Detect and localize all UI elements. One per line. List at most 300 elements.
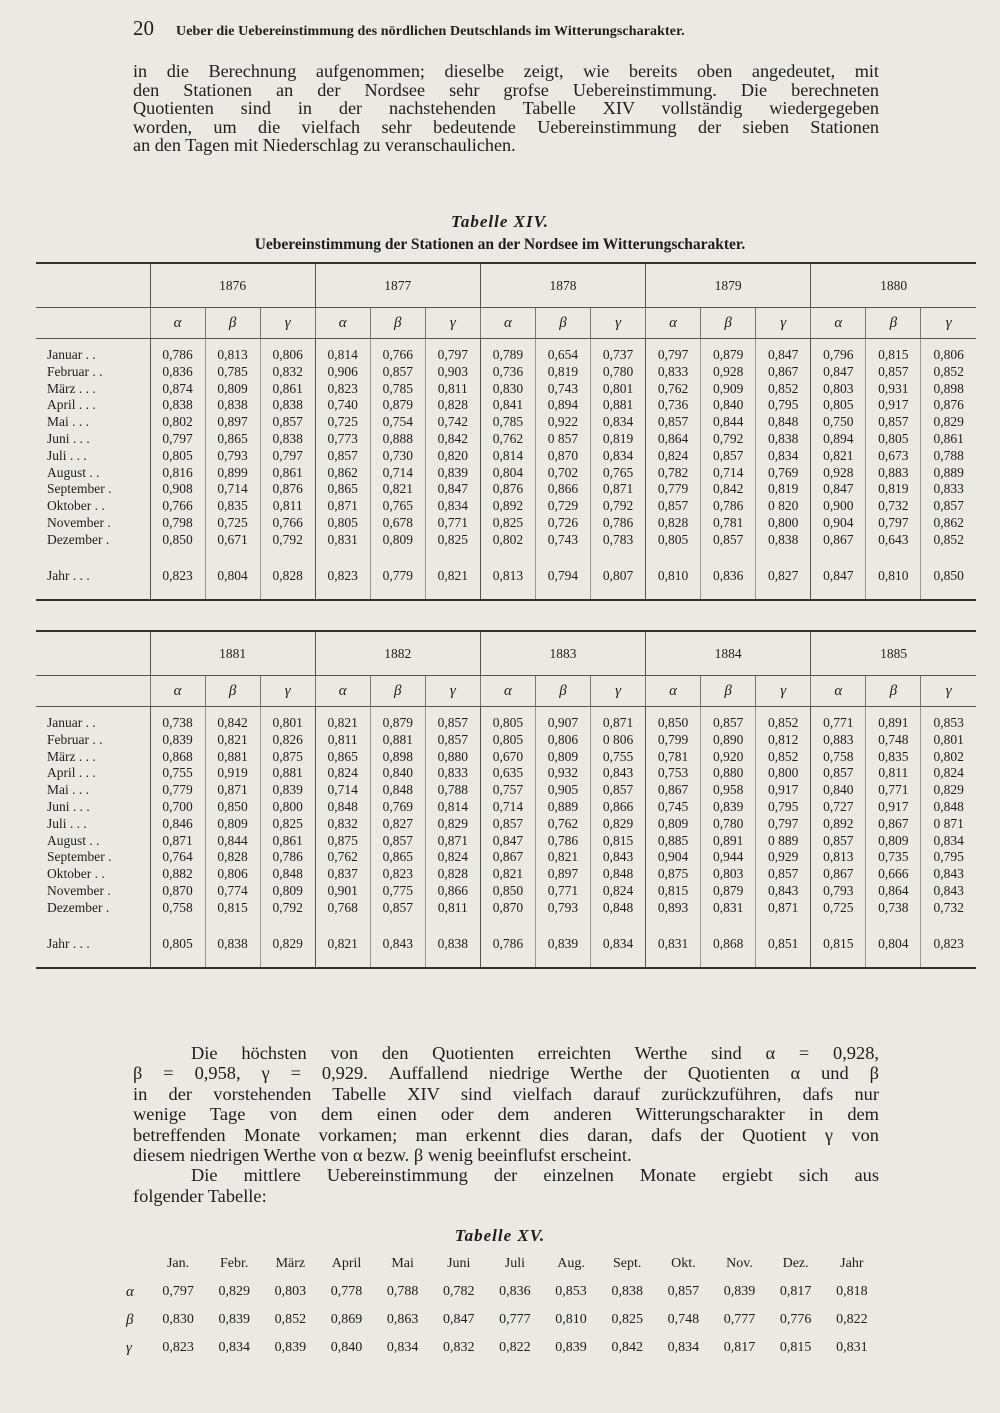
value-cell: 0,829	[260, 933, 315, 957]
value-cell: 0,852	[756, 749, 811, 766]
value-cell: 0,843	[591, 849, 646, 866]
value-cell: 0,809	[646, 816, 701, 833]
value-cell: 0,867	[646, 782, 701, 799]
value-cell: 0,866	[535, 481, 590, 498]
value-cell: 0,779	[370, 565, 425, 589]
value-cell: 0,643	[866, 532, 921, 549]
greek-header: α	[646, 308, 701, 339]
value-cell: 0,758	[150, 900, 205, 917]
spacer-cell	[535, 707, 590, 716]
month-label: Oktober . .	[47, 498, 105, 514]
value-cell: 0,844	[205, 833, 260, 850]
value-cell: 0,848	[591, 900, 646, 917]
greek-header: β	[370, 676, 425, 707]
value-cell: 0,823	[162, 1340, 194, 1355]
spacer-cell	[701, 707, 756, 716]
value-cell: 0,888	[370, 431, 425, 448]
second-paragraph	[133, 1043, 879, 1206]
value-cell: 0,853	[555, 1284, 587, 1299]
spacer-cell	[756, 707, 811, 716]
month-label: Juni . . .	[47, 430, 90, 446]
value-cell: 0 820	[756, 498, 811, 515]
value-cell: 0,815	[646, 883, 701, 900]
value-cell: 0,757	[480, 782, 535, 799]
value-cell: 0,725	[315, 414, 370, 431]
spacer-cell	[205, 589, 260, 600]
spacer-cell	[260, 957, 315, 968]
value-cell: 0,781	[646, 749, 701, 766]
greek-header: β	[866, 676, 921, 707]
month-label: Juli . . .	[47, 815, 87, 831]
table-row	[36, 849, 976, 866]
value-cell: 0,906	[315, 364, 370, 381]
year-header: 1881	[150, 631, 315, 676]
value-cell: 0,857	[370, 900, 425, 917]
spacer-cell	[866, 707, 921, 716]
value-cell: 0,836	[499, 1284, 531, 1299]
value-cell: 0,881	[260, 765, 315, 782]
value-cell: 0,875	[315, 833, 370, 850]
value-cell: 0,880	[701, 765, 756, 782]
value-cell: 0,917	[866, 799, 921, 816]
value-cell: 0,834	[921, 833, 976, 850]
value-cell: 0,840	[811, 782, 866, 799]
value-cell: 0,738	[150, 715, 205, 732]
value-cell: 0,800	[260, 799, 315, 816]
value-cell: 0,857	[260, 414, 315, 431]
spacer-cell	[370, 957, 425, 968]
value-cell: 0,905	[535, 782, 590, 799]
value-cell: 0,777	[723, 1312, 756, 1327]
value-cell: 0,818	[836, 1284, 868, 1299]
value-cell: 0,823	[921, 933, 976, 957]
value-cell: 0,736	[480, 364, 535, 381]
value-cell: 0,781	[701, 515, 756, 532]
year-total-label: Jahr . . .	[47, 568, 90, 584]
value-cell: 0,834	[218, 1340, 250, 1355]
para2-line: wenige Tage von dem einen oder dem anderen Witterungscharakter in dem	[133, 1104, 879, 1125]
month-label: Dezember .	[47, 531, 110, 547]
value-cell: 0,847	[811, 364, 866, 381]
value-cell: 0,904	[811, 515, 866, 532]
value-cell: 0,806	[260, 347, 315, 364]
value-cell: 0,817	[779, 1284, 812, 1299]
value-cell: 0,866	[425, 883, 480, 900]
value-cell: 0,762	[646, 381, 701, 398]
column-header: Jahr	[840, 1256, 864, 1271]
spacer-row	[36, 917, 976, 933]
spacer-cell	[315, 339, 370, 348]
value-cell: 0,920	[701, 749, 756, 766]
spacer-cell	[701, 339, 756, 348]
para2-line: in der vorstehenden Tabelle XIV sind vielfach darauf zurückzuführen, dafs nur	[133, 1083, 879, 1104]
spacer-cell	[315, 957, 370, 968]
year-header-row	[36, 263, 976, 308]
value-cell: 0,804	[205, 565, 260, 589]
spacer-cell	[150, 549, 205, 565]
spacer-cell	[315, 549, 370, 565]
value-cell: 0,819	[866, 481, 921, 498]
spacer-cell	[480, 957, 535, 968]
spacer-cell	[811, 339, 866, 348]
value-cell: 0,909	[701, 381, 756, 398]
value-cell: 0,819	[535, 364, 590, 381]
table-row	[36, 883, 976, 900]
spacer-cell	[535, 957, 590, 968]
value-cell: 0,771	[425, 515, 480, 532]
table-row	[36, 866, 976, 883]
spacer-cell	[425, 707, 480, 716]
value-cell: 0,780	[701, 816, 756, 833]
value-cell: 0,838	[260, 431, 315, 448]
value-cell: 0,806	[205, 866, 260, 883]
value-cell: 0,780	[591, 364, 646, 381]
value-cell: 0,809	[205, 816, 260, 833]
table15-caption: Tabelle XV.	[454, 1226, 546, 1245]
value-cell: 0 871	[921, 816, 976, 833]
year-header: 1885	[811, 631, 976, 676]
year-total-row	[36, 565, 976, 589]
value-cell: 0,779	[150, 782, 205, 799]
value-cell: 0,932	[535, 765, 590, 782]
value-cell: 0,848	[315, 799, 370, 816]
value-cell: 0,792	[591, 498, 646, 515]
value-cell: 0,847	[480, 833, 535, 850]
value-cell: 0,702	[535, 465, 590, 482]
greek-header: β	[701, 308, 756, 339]
value-cell: 0,821	[480, 866, 535, 883]
value-cell: 0,844	[701, 414, 756, 431]
value-cell: 0,794	[535, 565, 590, 589]
value-cell: 0,758	[811, 749, 866, 766]
value-cell: 0,735	[866, 849, 921, 866]
spacer-cell	[425, 339, 480, 348]
value-cell: 0,840	[701, 397, 756, 414]
value-cell: 0,800	[756, 515, 811, 532]
value-cell: 0,785	[480, 414, 535, 431]
spacer-cell	[701, 957, 756, 968]
value-cell: 0,901	[315, 883, 370, 900]
value-cell: 0,876	[921, 397, 976, 414]
year-header: 1883	[480, 631, 645, 676]
spacer-cell	[646, 707, 701, 716]
month-label: September .	[47, 481, 112, 497]
column-header: Juli	[504, 1256, 526, 1271]
value-cell: 0,714	[205, 481, 260, 498]
value-cell: 0,819	[756, 481, 811, 498]
value-cell: 0,795	[921, 849, 976, 866]
greek-header: γ	[921, 676, 976, 707]
spacer-cell	[756, 339, 811, 348]
value-cell: 0,870	[535, 448, 590, 465]
value-cell: 0,831	[646, 933, 701, 957]
value-cell: 0,670	[480, 749, 535, 766]
spacer-row	[36, 707, 976, 716]
value-cell: 0,843	[756, 883, 811, 900]
value-cell: 0,815	[811, 933, 866, 957]
value-cell: 0 889	[756, 833, 811, 850]
value-cell: 0,881	[205, 749, 260, 766]
value-cell: 0,788	[425, 782, 480, 799]
spacer-cell	[701, 917, 756, 933]
value-cell: 0,786	[591, 515, 646, 532]
spacer-cell	[370, 589, 425, 600]
spacer-cell	[150, 917, 205, 933]
table-row	[36, 900, 976, 917]
greek-header: β	[205, 676, 260, 707]
value-cell: 0,714	[701, 465, 756, 482]
value-cell: 0,834	[386, 1340, 419, 1355]
value-cell: 0,871	[425, 833, 480, 850]
value-cell: 0,830	[480, 381, 535, 398]
year-header: 1879	[646, 263, 811, 308]
value-cell: 0,821	[205, 732, 260, 749]
value-cell: 0,871	[591, 715, 646, 732]
value-cell: 0,785	[370, 381, 425, 398]
value-cell: 0,814	[315, 347, 370, 364]
value-cell: 0,824	[425, 849, 480, 866]
value-cell: 0,789	[480, 347, 535, 364]
value-cell: 0,834	[425, 498, 480, 515]
value-cell: 0,861	[260, 833, 315, 850]
header-row	[120, 1250, 880, 1278]
spacer-cell	[260, 707, 315, 716]
value-cell: 0,736	[646, 397, 701, 414]
spacer-cell	[480, 917, 535, 933]
value-cell: 0,725	[811, 900, 866, 917]
value-cell: 0,836	[701, 565, 756, 589]
value-cell: 0,802	[150, 414, 205, 431]
month-label: November .	[47, 514, 111, 530]
value-cell: 0,929	[756, 849, 811, 866]
month-label: April . . .	[47, 765, 96, 781]
month-label: Oktober . .	[47, 866, 105, 882]
year-total-label: Jahr . . .	[47, 936, 90, 952]
value-cell: 0,813	[811, 849, 866, 866]
spacer-cell	[811, 707, 866, 716]
value-cell: 0,821	[315, 933, 370, 957]
value-cell: 0,765	[370, 498, 425, 515]
value-cell: 0,869	[330, 1312, 363, 1327]
column-header: Aug.	[557, 1256, 585, 1271]
value-cell: 0,846	[150, 816, 205, 833]
value-cell: 0,857	[480, 816, 535, 833]
value-cell: 0,861	[260, 381, 315, 398]
value-cell: 0,740	[315, 397, 370, 414]
row-label: β	[126, 1311, 134, 1328]
value-cell: 0,900	[811, 498, 866, 515]
table-row	[36, 465, 976, 482]
value-cell: 0,762	[480, 431, 535, 448]
intro-line: Quotienten sind in der nachstehenden Tabelle XIV vollständig wiedergegeben	[133, 98, 879, 119]
value-cell: 0,797	[425, 347, 480, 364]
intro-paragraph	[133, 62, 879, 155]
value-cell: 0,866	[591, 799, 646, 816]
value-cell: 0,768	[315, 900, 370, 917]
value-cell: 0,831	[315, 532, 370, 549]
value-cell: 0,725	[205, 515, 260, 532]
value-cell: 0,839	[218, 1312, 250, 1327]
value-cell: 0,850	[921, 565, 976, 589]
value-cell: 0,871	[150, 833, 205, 850]
value-cell: 0,857	[646, 414, 701, 431]
greek-header-row	[36, 308, 976, 339]
value-cell: 0,797	[866, 515, 921, 532]
value-cell: 0,833	[921, 481, 976, 498]
spacer-cell	[866, 589, 921, 600]
table14-block-1876-1880	[36, 262, 976, 601]
value-cell: 0,825	[480, 515, 535, 532]
value-cell: 0,857	[425, 715, 480, 732]
table-row	[36, 782, 976, 799]
spacer-cell	[370, 549, 425, 565]
spacer-cell	[260, 917, 315, 933]
value-cell: 0,832	[315, 816, 370, 833]
value-cell: 0,839	[723, 1284, 756, 1299]
stub-header	[36, 263, 150, 308]
value-cell: 0,857	[370, 833, 425, 850]
value-cell: 0,881	[370, 732, 425, 749]
para2-line: β = 0,958, γ = 0,929. Auffallend niedrige Werthe der Quotienten α und β	[133, 1063, 879, 1084]
value-cell: 0,809	[205, 381, 260, 398]
value-cell: 0,832	[260, 364, 315, 381]
value-cell: 0,828	[646, 515, 701, 532]
spacer-cell	[205, 339, 260, 348]
value-cell: 0,847	[425, 481, 480, 498]
spacer-cell	[756, 917, 811, 933]
value-cell: 0,809	[866, 833, 921, 850]
spacer-cell	[866, 917, 921, 933]
greek-header: α	[811, 676, 866, 707]
year-header-row	[36, 631, 976, 676]
value-cell: 0,833	[425, 765, 480, 782]
spacer-cell	[921, 589, 976, 600]
value-cell: 0,766	[150, 498, 205, 515]
value-cell: 0,831	[836, 1340, 868, 1355]
para2-line: diesem niedrigen Werthe von α bezw. β wenig beeinflufst erscheint.	[133, 1145, 632, 1166]
value-cell: 0,868	[150, 749, 205, 766]
value-cell: 0,821	[370, 481, 425, 498]
value-cell: 0,811	[315, 732, 370, 749]
greek-header: γ	[756, 308, 811, 339]
value-cell: 0,904	[646, 849, 701, 866]
value-cell: 0,882	[150, 866, 205, 883]
value-cell: 0,864	[646, 431, 701, 448]
value-cell: 0,815	[779, 1340, 812, 1355]
month-label: August . .	[47, 832, 100, 848]
value-cell: 0,894	[811, 431, 866, 448]
value-cell: 0,919	[205, 765, 260, 782]
stub-header	[36, 631, 150, 676]
value-cell: 0,815	[591, 833, 646, 850]
spacer-cell	[921, 957, 976, 968]
value-cell: 0,803	[701, 866, 756, 883]
value-cell: 0,847	[811, 481, 866, 498]
spacer-row	[36, 957, 976, 968]
value-cell: 0,795	[756, 799, 811, 816]
value-cell: 0,897	[535, 866, 590, 883]
value-cell: 0,753	[646, 765, 701, 782]
month-label: Januar . .	[47, 347, 96, 362]
value-cell: 0,879	[701, 347, 756, 364]
value-cell: 0,898	[921, 381, 976, 398]
value-cell: 0,848	[260, 866, 315, 883]
greek-header: γ	[921, 308, 976, 339]
value-cell: 0,732	[921, 900, 976, 917]
month-label: Mai . . .	[47, 414, 89, 430]
spacer-cell	[756, 957, 811, 968]
table14-subcaption: Uebereinstimmung der Stationen an der Nordsee im Witterungscharakter.	[254, 236, 746, 253]
year-total-row	[36, 933, 976, 957]
value-cell: 0,798	[150, 515, 205, 532]
column-header: April	[331, 1256, 362, 1271]
value-cell: 0,841	[480, 397, 535, 414]
value-cell: 0,838	[425, 933, 480, 957]
value-cell: 0,743	[535, 532, 590, 549]
value-cell: 0,635	[480, 765, 535, 782]
value-cell: 0,852	[274, 1312, 307, 1327]
value-cell: 0,766	[370, 347, 425, 364]
value-cell: 0,867	[866, 816, 921, 833]
greek-header: γ	[591, 676, 646, 707]
spacer-cell	[591, 549, 646, 565]
value-cell: 0,903	[425, 364, 480, 381]
value-cell: 0,893	[646, 900, 701, 917]
value-cell: 0,899	[205, 465, 260, 482]
value-cell: 0,809	[370, 532, 425, 549]
value-cell: 0 806	[591, 732, 646, 749]
greek-header: γ	[425, 308, 480, 339]
spacer-cell	[756, 549, 811, 565]
value-cell: 0,865	[370, 849, 425, 866]
spacer-cell	[315, 707, 370, 716]
greek-header: α	[150, 308, 205, 339]
spacer-cell	[370, 707, 425, 716]
value-cell: 0,834	[591, 448, 646, 465]
value-cell: 0,867	[756, 364, 811, 381]
table15	[120, 1250, 880, 1362]
value-cell: 0,876	[260, 481, 315, 498]
column-header: Dez.	[782, 1256, 809, 1271]
value-cell: 0,829	[921, 414, 976, 431]
spacer-row	[36, 549, 976, 565]
value-cell: 0,769	[370, 799, 425, 816]
value-cell: 0,801	[260, 715, 315, 732]
value-cell: 0,825	[425, 532, 480, 549]
value-cell: 0,828	[425, 397, 480, 414]
value-cell: 0,838	[205, 933, 260, 957]
column-header: März	[275, 1256, 306, 1271]
value-cell: 0,857	[866, 414, 921, 431]
spacer-cell	[921, 339, 976, 348]
value-cell: 0,829	[425, 816, 480, 833]
spacer-cell	[205, 957, 260, 968]
spacer-cell	[866, 957, 921, 968]
column-header: Okt.	[671, 1256, 696, 1271]
spacer-cell	[480, 707, 535, 716]
greek-header: α	[150, 676, 205, 707]
spacer-cell	[591, 917, 646, 933]
value-cell: 0,809	[260, 883, 315, 900]
value-cell: 0,805	[150, 933, 205, 957]
value-cell: 0,867	[480, 849, 535, 866]
greek-header: α	[646, 676, 701, 707]
value-cell: 0,879	[370, 397, 425, 414]
value-cell: 0,840	[370, 765, 425, 782]
value-cell: 0,842	[425, 431, 480, 448]
value-cell: 0,871	[591, 481, 646, 498]
value-cell: 0,835	[866, 749, 921, 766]
